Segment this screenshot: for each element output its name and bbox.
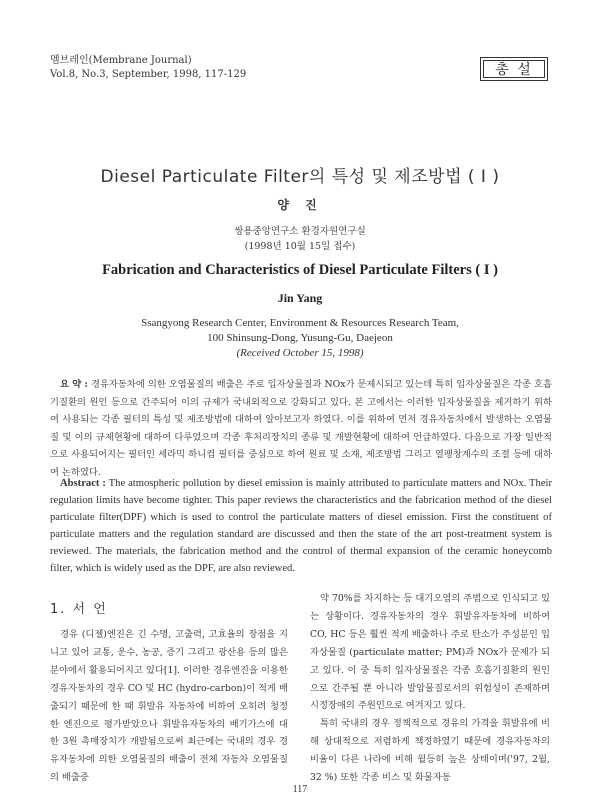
abstract-en-text: The atmospheric pollution by diesel emission is mainly attributed to particulate matters and NOx. Their regulation limits have become tighter. This paper reviews the characteristics and the fabrication method of the diesel particulate filter(DPF) which is used to control the particulate matters of diesel emission. First the constituent of particulate matters and the regulation standard are discussed and then the state of the art post-treatment system is reviewed. The materials, the fabrication method and the control of thermal expansion of the ceramic honeycomb filter, which is widely used as the DPF, are also reviewed. [50,478,552,574]
affiliation-en-line2: 100 Shinsung-Dong, Yusung-Gu, Daejeon [207,332,393,344]
abstract-ko-label: 요 약 : [60,379,88,390]
body-paragraph: 특히 국내의 경우 정책적으로 경유의 가격을 휘발유에 비해 상대적으로 저렴하게 책정하였기 때문에 경유자동차의 비율이 다른 나라에 비해 월등히 높은 상태이며('97, 2월, 32 %) 또한 각종 비스 및 화물자동 [310,718,550,784]
badge-label: 총 설 [495,62,533,78]
abstract-ko-text: 경유자동차에 의한 오염물질의 배출은 주로 입자상물질과 NOx가 문제시되고 있는데 특히 입자상물질은 각종 호흡기질환의 원인 등으로 간주되어 이의 규제가 국내외적으로 강화되고 있다. 본 고에서는 이러한 입자상물질을 제거하기 위하여 사용되는 각종 필터의 특성 및 제조방법에 대하여 알아보고자 하였다. 이를 위하여 먼저 경유자동차에서 발생하는 오염물질 및 이의 규제현황에 대하여 다루었으며 각종 후처리장치의 종류 및 개발현황에 대하여 언급하였다. 다음으로 가장 일반적으로 사용되어지는 필터인 세라믹 하니컴 필터를 중심으로 하여 원료 및 소재, 제조방법 그리고 열팽창계수의 조절 등에 대하여 논하였다. [50,379,552,478]
body-column-right [310,590,550,787]
author-english: Jin Yang [277,291,323,305]
volume-info: Vol.8, No.3, September, 1998, 117-129 [50,69,247,80]
body-column-left: 경유 (디젤)엔진은 긴 수명, 고출력, 고효율의 장점을 지니고 있어 교통, 운수, 농공, 증기 그리고 광산용 등의 많은 분야에서 활용되어지고 있다[1]. 이러한 경유엔진을 이용한 경유자동차의 경우 CO 및 HC (hydro-carbon)이 적게 배출되기 때문에 한 때 휘발유 자동차에 비하여 오히려 청정한 엔진으로 평가받았으나 휘발유자동차의 배기가스에 대한 3원 촉매장치가 개발됨으로써 최근에는 국내의 경우 경유자동차에 의한 오염물질의 배출이 전체 자동차 오염물질의 배출중 [50,629,288,784]
affiliation-english [0,316,600,361]
journal-info [50,54,246,82]
received-date-ko: (1998년 10월 15일 접수) [244,241,356,252]
affiliation-en-line1: Ssangyong Research Center, Environment & Resources Research Team, [141,317,459,329]
affiliation-korean [0,224,600,254]
journal-name: 멤브레인(Membrane Journal) [50,55,192,66]
body-paragraph: 약 70%를 차지하는 등 대기오염의 주범으로 인식되고 있는 상황이다. 경유자동차의 경우 휘발유자동차에 비하여 CO, HC 등은 훨씬 적게 배출하나 주로 탄소가 주성분인 입자상물질 (particulate matter; PM)과 NOx가 문제가 되고 있다. 이 중 특히 입자상물질은 각종 호흡기질환의 원인으로 간주될 뿐 아니라 발암물질로서의 위험성이 존재하며 시정장애의 주원인으로 여겨지고 있다. [310,593,550,712]
article-type-badge [480,57,548,81]
abstract-en-label: Abstract : [60,478,106,489]
section-heading: 1. 서 언 [50,602,108,617]
abstract-english [50,475,552,577]
abstract-korean [50,376,552,481]
title-english: Fabrication and Characteristics of Diesel Particulate Filters ( I ) [102,262,498,278]
title-korean: Diesel Particulate Filter의 특성 및 제조방법 ( I ) [100,167,500,187]
received-date-en: (Received October 15, 1998) [236,347,364,359]
page-number: 117 [292,784,308,795]
affiliation-ko-line: 쌍용중앙연구소 환경자원연구실 [234,226,366,237]
author-korean: 양 진 [277,198,323,212]
